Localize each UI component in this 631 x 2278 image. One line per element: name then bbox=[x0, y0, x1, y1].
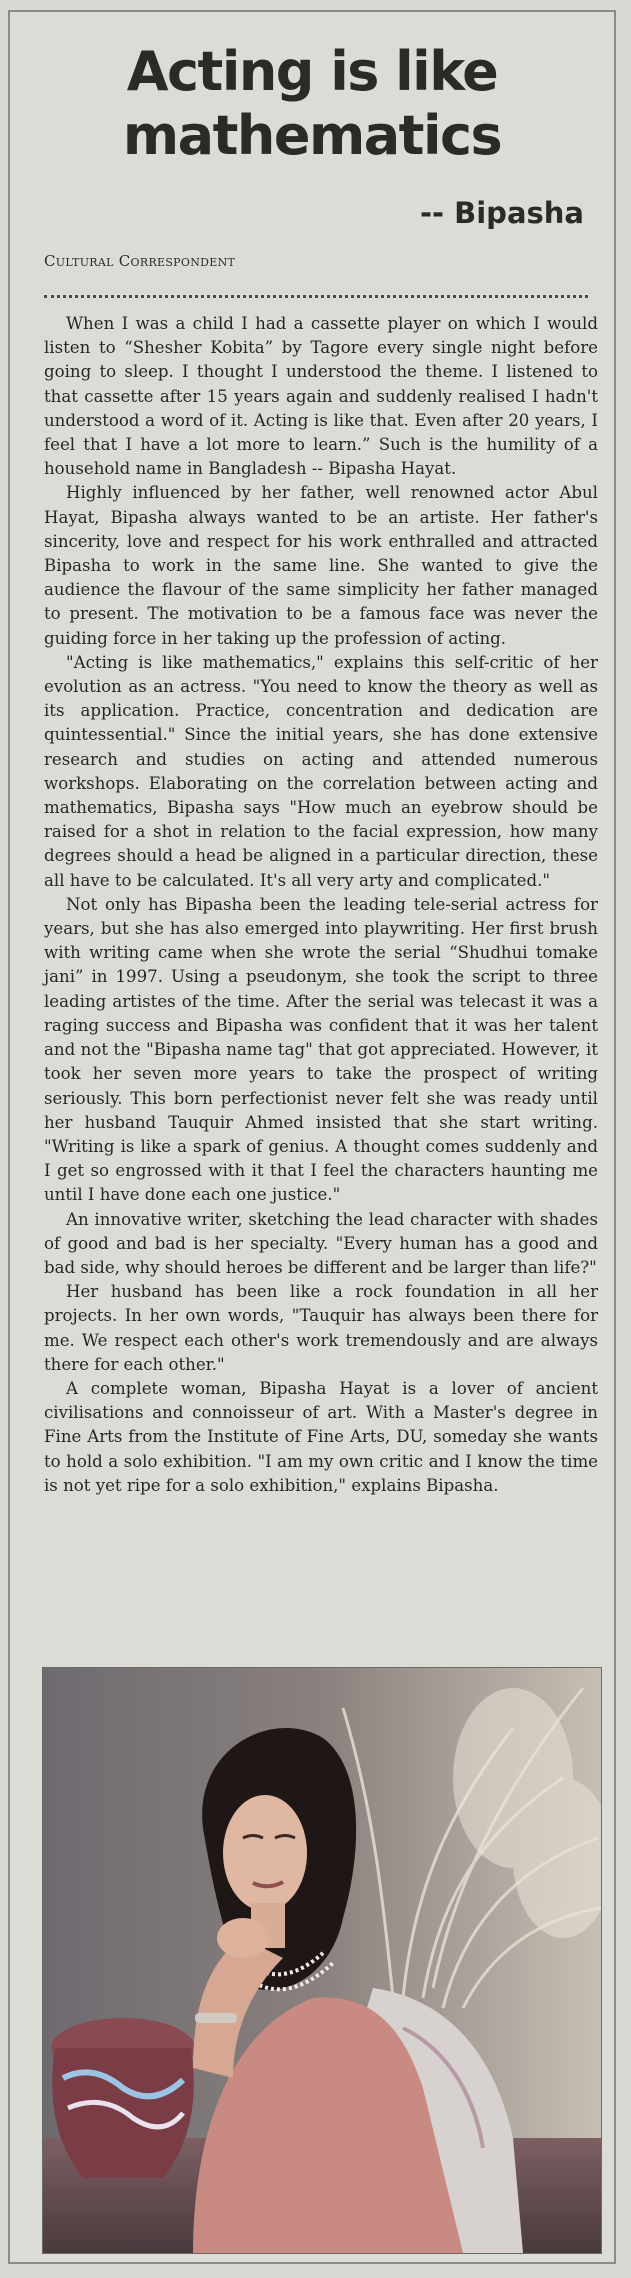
byline: -- Bipasha bbox=[419, 196, 584, 230]
paragraph-4: Not only has Bipasha been the leading tele-serial actress for years, but she has also emerged into playwriting. Her first brush with writing came when she wrote the serial “Shudhui tomake jani” in 1997. Using a pseudonym, she took the script to three leading artistes of the time. After the serial was telecast it was a raging success and Bipasha was confident that it was her talent and not the "Bipasha name tag" that got appreciated. However, it took her seven more years to take the prospect of writing seriously. This born perfectionist never felt she was ready until her husband Tauquir Ahmed insisted that she start writing. "Writing is like a spark of genius. A thought comes suddenly and I get so engrossed with it that I feel the characters haunting me until I have done each one justice." bbox=[44, 894, 598, 1205]
dotted-divider bbox=[44, 295, 588, 298]
correspondent-credit: Cultural Correspondent bbox=[44, 252, 236, 270]
portrait-illustration bbox=[43, 1668, 601, 2253]
paragraph-7: A complete woman, Bipasha Hayat is a lover of ancient civilisations and connoisseur of art. With a Master's degree in Fine Arts from the Institute of Fine Arts, DU, someday she wants to hold a solo exhibition. "I am my own critic and I know the time is not yet ripe for a solo exhibition," explains Bipasha. bbox=[44, 1378, 598, 1495]
paragraph-6: Her husband has been like a rock foundation in all her projects. In her own words, "Tauquir has always been there for me. We respect each other's work tremendously and are always there for each other." bbox=[44, 1282, 598, 1374]
paragraph-2: Highly influenced by her father, well renowned actor Abul Hayat, Bipasha always wanted to be an artiste. Her father's sincerity, love and respect for his work enthralled and attracted Bipasha to work in the same line. She wanted to give the audience the flavour of the same simplicity her father managed to present. The motivation to be a famous face was never the guiding force in her taking up the profession of acting. bbox=[44, 483, 598, 648]
paragraph-1: When I was a child I had a cassette player on which I would listen to “Shesher Kobita” by Tagore every single night before going to sleep. I thought I understood the theme. I listened to that cassette after 15 years again and suddenly realised I hadn't understood a word of it. Acting is like that. Even after 20 years, I feel that I have a lot more to learn.” Such is the humility of a household name in Bangladesh -- Bipasha Hayat. bbox=[44, 314, 598, 479]
headline-line-1: Acting is like bbox=[126, 40, 498, 103]
paragraph-3: "Acting is like mathematics," explains this self-critic of her evolution as an actress. "You need to know the theory as well as its application. Practice, concentration and dedication are quintessential." Since the initial years, she has done extensive research and studies on acting and attended numerous workshops. Elaborating on the correlation between acting and mathematics, Bipasha says "How much an eyebrow should be raised for a shot in relation to the facial expression, how many degrees should a head be aligned in a particular direction, these all have to be calculated. It's all very arty and complicated." bbox=[44, 652, 598, 890]
article-body bbox=[44, 312, 598, 1498]
portrait-photo bbox=[42, 1667, 602, 2254]
headline bbox=[10, 40, 614, 168]
headline-line-2: mathematics bbox=[122, 104, 502, 167]
newspaper-clipping bbox=[8, 10, 616, 2264]
paragraph-5: An innovative writer, sketching the lead character with shades of good and bad is her specialty. "Every human has a good and bad side, why should heroes be different and be larger than life?" bbox=[44, 1209, 598, 1277]
